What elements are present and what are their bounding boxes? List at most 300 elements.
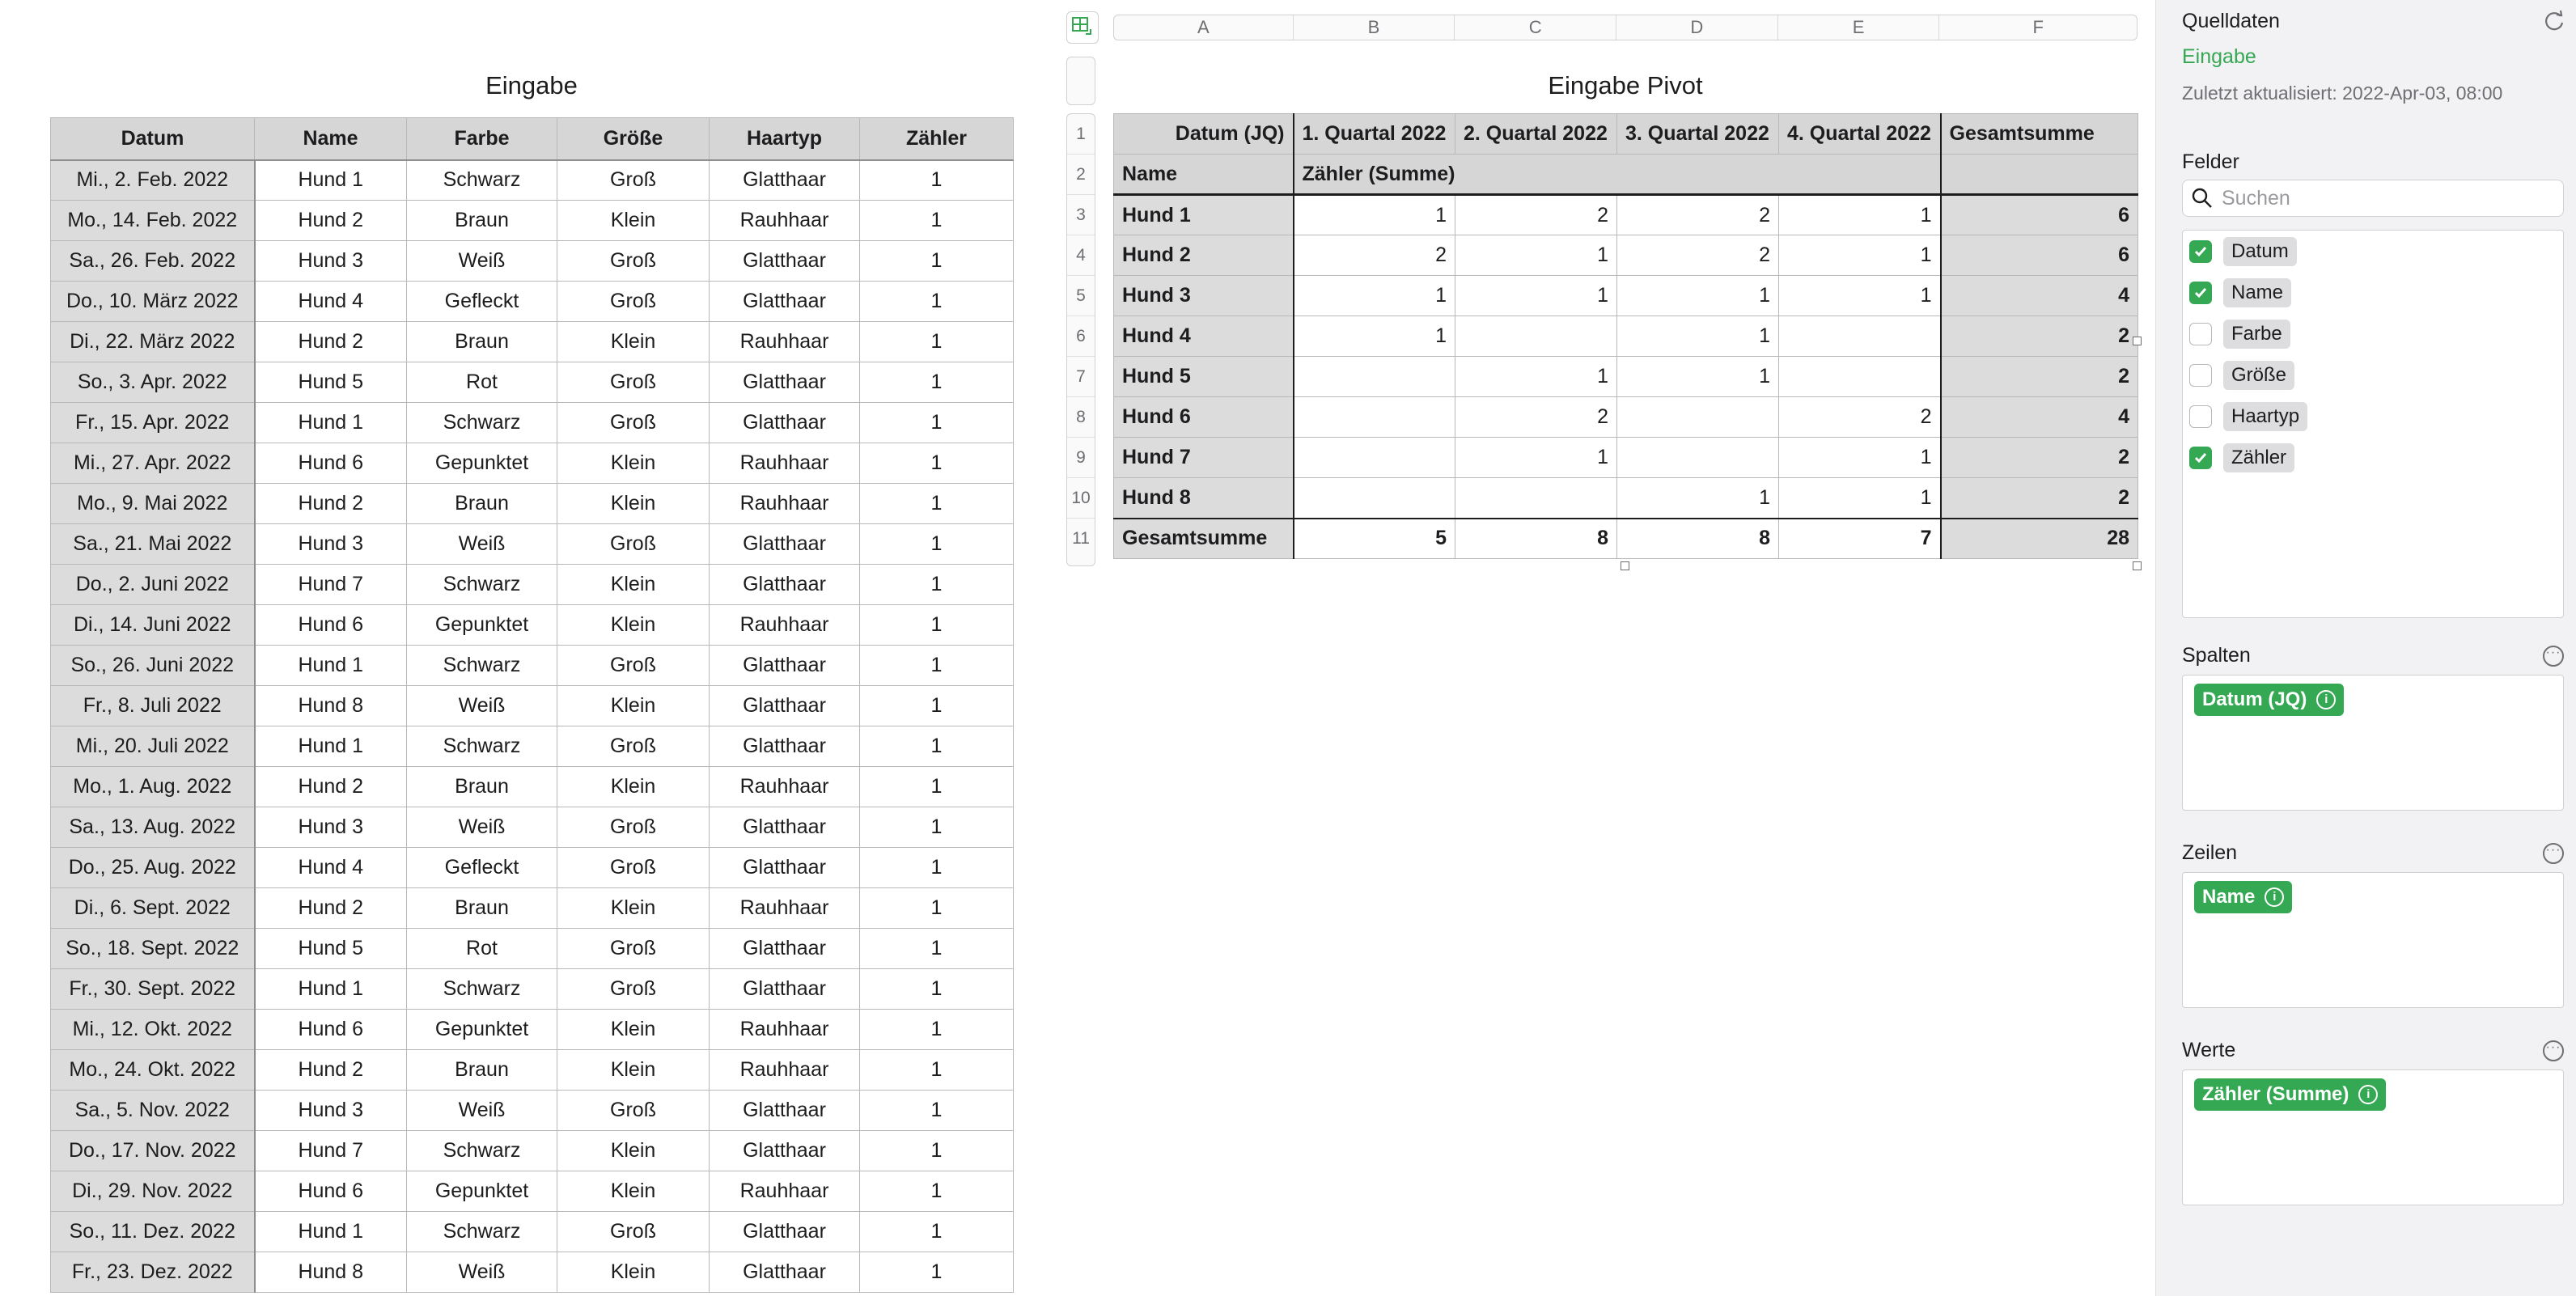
table-cell[interactable]: Rauhhaar xyxy=(710,888,860,929)
table-row xyxy=(1114,478,2138,519)
row-number[interactable]: 4 xyxy=(1067,235,1095,276)
pivot-value-cell[interactable]: 2 xyxy=(1294,235,1455,276)
pivot-value-cell[interactable]: 1 xyxy=(1617,276,1779,316)
pivot-row-label[interactable]: Hund 3 xyxy=(1114,276,1294,316)
input-table-title: Eingabe xyxy=(485,71,578,100)
table-cell[interactable]: Hund 1 xyxy=(255,969,407,1010)
row-number[interactable]: 10 xyxy=(1067,478,1095,519)
table-cell[interactable]: 1 xyxy=(860,403,1014,443)
pivot-value-cell[interactable]: 2 xyxy=(1617,195,1779,235)
column-letter[interactable]: C xyxy=(1455,15,1616,40)
table-cell[interactable]: So., 18. Sept. 2022 xyxy=(51,929,255,969)
pivot-value-cell[interactable] xyxy=(1294,438,1455,478)
table-cell[interactable]: Braun xyxy=(407,201,557,241)
table-cell[interactable]: Fr., 23. Dez. 2022 xyxy=(51,1252,255,1293)
grand-total-cell[interactable]: 8 xyxy=(1455,519,1617,559)
table-cell[interactable]: Rauhhaar xyxy=(710,1010,860,1050)
row-number[interactable]: 8 xyxy=(1067,397,1095,438)
table-cell[interactable]: Hund 6 xyxy=(255,1010,407,1050)
table-cell[interactable]: Klein xyxy=(557,565,710,605)
table-cell[interactable]: Glatthaar xyxy=(710,160,860,201)
table-cell[interactable]: Glatthaar xyxy=(710,524,860,565)
row-number[interactable]: 6 xyxy=(1067,316,1095,357)
pivot-value-cell[interactable]: 2 xyxy=(1455,397,1617,438)
column-letter[interactable]: D xyxy=(1616,15,1778,40)
table-cell[interactable]: Glatthaar xyxy=(710,1131,860,1171)
table-cell[interactable]: 1 xyxy=(860,524,1014,565)
table-cell[interactable]: Glatthaar xyxy=(710,969,860,1010)
source-data-link[interactable]: Eingabe xyxy=(2182,45,2256,68)
pivot-row-total[interactable]: 2 xyxy=(1941,438,2138,478)
table-cell[interactable]: Hund 2 xyxy=(255,767,407,807)
table-cell[interactable]: Braun xyxy=(407,767,557,807)
pivot-column-header[interactable]: 2. Quartal 2022 xyxy=(1455,114,1617,155)
table-cell[interactable]: Sa., 21. Mai 2022 xyxy=(51,524,255,565)
table-cell[interactable]: 1 xyxy=(860,160,1014,201)
pivot-value-cell[interactable]: 1 xyxy=(1779,438,1941,478)
table-cell[interactable]: Hund 4 xyxy=(255,282,407,322)
table-cell[interactable]: Hund 7 xyxy=(255,565,407,605)
grand-total-cell[interactable]: 8 xyxy=(1617,519,1779,559)
table-cell[interactable]: Klein xyxy=(557,686,710,726)
grand-total-cell[interactable]: 28 xyxy=(1941,519,2138,559)
pivot-value-cell[interactable]: 1 xyxy=(1455,235,1617,276)
table-cell[interactable]: Glatthaar xyxy=(710,1252,860,1293)
pivot-value-cell[interactable]: 1 xyxy=(1294,276,1455,316)
table-cell[interactable]: Gepunktet xyxy=(407,605,557,646)
row-header-bar[interactable] xyxy=(1066,113,1095,566)
grand-total-cell[interactable]: 5 xyxy=(1294,519,1455,559)
selection-handle-right[interactable] xyxy=(2133,337,2142,345)
pivot-value-cell[interactable] xyxy=(1779,316,1941,357)
table-cell[interactable]: Hund 6 xyxy=(255,443,407,484)
table-cell[interactable]: Do., 10. März 2022 xyxy=(51,282,255,322)
field-chip-label[interactable]: Zähler xyxy=(2223,443,2294,472)
table-cell[interactable]: Glatthaar xyxy=(710,1212,860,1252)
table-cell[interactable]: Do., 25. Aug. 2022 xyxy=(51,848,255,888)
pivot-row-label[interactable]: Hund 7 xyxy=(1114,438,1294,478)
pivot-value-cell[interactable]: 1 xyxy=(1617,316,1779,357)
table-cell[interactable]: Rauhhaar xyxy=(710,767,860,807)
pivot-empty-cell[interactable] xyxy=(1941,155,2138,195)
table-cell[interactable]: Braun xyxy=(407,1050,557,1091)
table-cell[interactable]: Hund 5 xyxy=(255,929,407,969)
table-cell[interactable]: Fr., 15. Apr. 2022 xyxy=(51,403,255,443)
pivot-row-label[interactable]: Hund 8 xyxy=(1114,478,1294,519)
row-number[interactable]: 5 xyxy=(1067,276,1095,316)
table-cell[interactable]: Schwarz xyxy=(407,1212,557,1252)
pivot-row-total[interactable]: 2 xyxy=(1941,478,2138,519)
pivot-value-cell[interactable]: 1 xyxy=(1617,478,1779,519)
table-cell[interactable]: Hund 2 xyxy=(255,484,407,524)
table-cell[interactable]: 1 xyxy=(860,969,1014,1010)
checkbox-checked-icon[interactable] xyxy=(2189,282,2212,304)
pivot-value-cell[interactable]: 1 xyxy=(1294,195,1455,235)
pivot-value-cell[interactable] xyxy=(1294,357,1455,397)
table-cell[interactable]: Hund 2 xyxy=(255,1050,407,1091)
pivot-row-label[interactable]: Hund 1 xyxy=(1114,195,1294,235)
table-cell[interactable]: 1 xyxy=(860,646,1014,686)
table-cell[interactable]: Mo., 24. Okt. 2022 xyxy=(51,1050,255,1091)
table-cell[interactable]: Glatthaar xyxy=(710,282,860,322)
table-cell[interactable]: 1 xyxy=(860,201,1014,241)
field-item-größe[interactable] xyxy=(2189,359,2294,392)
pivot-row-total[interactable]: 6 xyxy=(1941,235,2138,276)
table-cell[interactable]: Do., 17. Nov. 2022 xyxy=(51,1131,255,1171)
field-chip-label[interactable]: Farbe xyxy=(2223,320,2290,349)
table-cell[interactable]: Braun xyxy=(407,888,557,929)
table-cell[interactable]: Glatthaar xyxy=(710,929,860,969)
table-cell[interactable]: Groß xyxy=(557,362,710,403)
pivot-value-cell[interactable]: 1 xyxy=(1455,438,1617,478)
table-cell[interactable]: Schwarz xyxy=(407,1131,557,1171)
table-cell[interactable]: Glatthaar xyxy=(710,807,860,848)
table-cell[interactable]: Glatthaar xyxy=(710,646,860,686)
table-cell[interactable]: Glatthaar xyxy=(710,848,860,888)
table-cell[interactable]: 1 xyxy=(860,848,1014,888)
table-cell[interactable]: 1 xyxy=(860,565,1014,605)
table-cell[interactable]: Hund 3 xyxy=(255,241,407,282)
table-cell[interactable]: Hund 7 xyxy=(255,1131,407,1171)
pivot-column-header[interactable]: 1. Quartal 2022 xyxy=(1294,114,1455,155)
table-cell[interactable]: Braun xyxy=(407,484,557,524)
table-cell[interactable]: Schwarz xyxy=(407,160,557,201)
table-cell[interactable]: 1 xyxy=(860,807,1014,848)
table-cell[interactable]: Groß xyxy=(557,282,710,322)
field-chip-label[interactable]: Datum xyxy=(2223,237,2297,266)
pivot-column-header[interactable]: Datum (JQ) xyxy=(1114,114,1294,155)
pivot-value-cell[interactable]: 2 xyxy=(1455,195,1617,235)
table-cell[interactable]: So., 26. Juni 2022 xyxy=(51,646,255,686)
table-cell[interactable]: Hund 8 xyxy=(255,1252,407,1293)
table-cell[interactable]: Klein xyxy=(557,1131,710,1171)
pivot-value-cell[interactable] xyxy=(1294,397,1455,438)
table-cell[interactable]: Fr., 8. Juli 2022 xyxy=(51,686,255,726)
table-cell[interactable]: Rauhhaar xyxy=(710,484,860,524)
field-item-name[interactable] xyxy=(2189,277,2291,309)
table-cell[interactable]: Gepunktet xyxy=(407,1010,557,1050)
table-cell[interactable]: Hund 4 xyxy=(255,848,407,888)
info-icon[interactable]: i xyxy=(2265,887,2284,907)
pivot-row-total[interactable]: 6 xyxy=(1941,195,2138,235)
table-cell[interactable]: 1 xyxy=(860,1212,1014,1252)
table-cell[interactable]: Groß xyxy=(557,403,710,443)
field-chip-label[interactable]: Größe xyxy=(2223,361,2294,390)
columns-chip-label: Datum (JQ) xyxy=(2202,688,2307,710)
table-cell[interactable]: Klein xyxy=(557,605,710,646)
pivot-column-header[interactable]: 3. Quartal 2022 xyxy=(1617,114,1779,155)
table-cell[interactable]: Weiß xyxy=(407,1252,557,1293)
column-letter[interactable]: E xyxy=(1778,15,1940,40)
table-cell[interactable]: Weiß xyxy=(407,1091,557,1131)
table-cell[interactable]: Klein xyxy=(557,484,710,524)
table-cell[interactable]: Hund 8 xyxy=(255,686,407,726)
table-cell[interactable]: 1 xyxy=(860,1010,1014,1050)
pivot-value-cell[interactable]: 1 xyxy=(1294,316,1455,357)
table-cell[interactable]: Do., 2. Juni 2022 xyxy=(51,565,255,605)
pivot-row-total[interactable]: 4 xyxy=(1941,276,2138,316)
table-cell[interactable]: 1 xyxy=(860,362,1014,403)
table-cell[interactable]: Sa., 26. Feb. 2022 xyxy=(51,241,255,282)
table-cell[interactable]: Rauhhaar xyxy=(710,443,860,484)
field-item-zähler[interactable] xyxy=(2189,442,2294,474)
table-cell[interactable]: Groß xyxy=(557,160,710,201)
table-cell[interactable]: Gefleckt xyxy=(407,848,557,888)
table-cell[interactable]: So., 3. Apr. 2022 xyxy=(51,362,255,403)
table-cell[interactable]: Groß xyxy=(557,241,710,282)
checkbox-unchecked-icon[interactable] xyxy=(2189,405,2212,428)
column-header: Zähler xyxy=(860,118,1014,160)
checkbox-checked-icon[interactable] xyxy=(2189,240,2212,263)
table-cell[interactable]: 1 xyxy=(860,1050,1014,1091)
table-cell[interactable]: Glatthaar xyxy=(710,1091,860,1131)
table-cell[interactable]: Klein xyxy=(557,767,710,807)
source-heading: Quelldaten xyxy=(2182,10,2280,32)
table-cell[interactable]: Mi., 20. Juli 2022 xyxy=(51,726,255,767)
table-cell[interactable]: 1 xyxy=(860,1091,1014,1131)
table-cell[interactable]: Klein xyxy=(557,888,710,929)
pivot-value-cell[interactable]: 1 xyxy=(1779,235,1941,276)
table-cell[interactable]: Groß xyxy=(557,1212,710,1252)
row-number[interactable]: 11 xyxy=(1072,529,1090,548)
table-cell[interactable]: Klein xyxy=(557,1010,710,1050)
field-search-box[interactable] xyxy=(2182,180,2564,217)
checkbox-unchecked-icon[interactable] xyxy=(2189,323,2212,345)
pivot-value-cell[interactable]: 1 xyxy=(1455,357,1617,397)
table-cell[interactable]: Glatthaar xyxy=(710,565,860,605)
table-cell[interactable]: Hund 3 xyxy=(255,1091,407,1131)
table-cell[interactable]: Hund 1 xyxy=(255,403,407,443)
table-options-icon[interactable] xyxy=(1066,11,1099,44)
table-row xyxy=(51,1171,1014,1212)
table-cell[interactable]: Mo., 14. Feb. 2022 xyxy=(51,201,255,241)
checkbox-checked-icon[interactable] xyxy=(2189,447,2212,469)
pivot-row-field-label[interactable]: Name xyxy=(1114,155,1294,195)
table-cell[interactable]: Schwarz xyxy=(407,646,557,686)
values-chip-label: Zähler (Summe) xyxy=(2202,1083,2349,1105)
pivot-value-field-label[interactable]: Zähler (Summe) xyxy=(1294,155,1941,195)
pivot-row-label[interactable]: Hund 4 xyxy=(1114,316,1294,357)
pivot-row-label[interactable]: Hund 6 xyxy=(1114,397,1294,438)
pivot-value-cell[interactable]: 1 xyxy=(1779,195,1941,235)
pivot-value-cell[interactable] xyxy=(1617,397,1779,438)
table-cell[interactable]: Schwarz xyxy=(407,403,557,443)
table-cell[interactable]: Weiß xyxy=(407,807,557,848)
pivot-value-cell[interactable]: 2 xyxy=(1779,397,1941,438)
selection-handle-corner[interactable] xyxy=(2133,561,2142,570)
field-item-haartyp[interactable] xyxy=(2189,400,2307,433)
pivot-column-header[interactable]: Gesamtsumme xyxy=(1941,114,2138,155)
values-drop-zone[interactable] xyxy=(2182,1069,2564,1205)
table-cell[interactable]: Gefleckt xyxy=(407,282,557,322)
table-cell[interactable]: Hund 1 xyxy=(255,646,407,686)
table-cell[interactable]: Hund 2 xyxy=(255,888,407,929)
table-cell[interactable]: Hund 5 xyxy=(255,362,407,403)
table-cell[interactable]: 1 xyxy=(860,888,1014,929)
field-item-farbe[interactable] xyxy=(2189,318,2290,350)
pivot-value-cell[interactable] xyxy=(1455,316,1617,357)
table-row xyxy=(51,1131,1014,1171)
pivot-value-cell[interactable] xyxy=(1455,478,1617,519)
table-cell[interactable]: Mo., 9. Mai 2022 xyxy=(51,484,255,524)
table-cell[interactable]: Groß xyxy=(557,726,710,767)
table-cell[interactable]: Hund 2 xyxy=(255,322,407,362)
table-cell[interactable]: Klein xyxy=(557,1171,710,1212)
refresh-icon[interactable] xyxy=(2541,8,2567,34)
table-cell[interactable]: Groß xyxy=(557,1091,710,1131)
pivot-row-label[interactable]: Hund 5 xyxy=(1114,357,1294,397)
table-cell[interactable]: Rauhhaar xyxy=(710,322,860,362)
table-cell[interactable]: Groß xyxy=(557,807,710,848)
columns-chip[interactable] xyxy=(2194,684,2344,716)
table-cell[interactable]: 1 xyxy=(860,1171,1014,1212)
table-cell[interactable]: Mi., 12. Okt. 2022 xyxy=(51,1010,255,1050)
table-cell[interactable]: 1 xyxy=(860,443,1014,484)
table-cell[interactable]: Mo., 1. Aug. 2022 xyxy=(51,767,255,807)
table-cell[interactable]: Schwarz xyxy=(407,969,557,1010)
column-header-bar[interactable] xyxy=(1113,15,2137,40)
table-cell[interactable]: Rauhhaar xyxy=(710,605,860,646)
table-cell[interactable]: Hund 6 xyxy=(255,1171,407,1212)
pivot-value-cell[interactable] xyxy=(1617,438,1779,478)
table-cell[interactable]: Weiß xyxy=(407,524,557,565)
table-cell[interactable]: 1 xyxy=(860,929,1014,969)
rows-chip[interactable] xyxy=(2194,881,2292,913)
values-chip[interactable] xyxy=(2194,1078,2386,1111)
row-number[interactable]: 3 xyxy=(1067,195,1095,235)
table-cell[interactable]: Hund 3 xyxy=(255,524,407,565)
table-cell[interactable]: Gepunktet xyxy=(407,443,557,484)
row-number[interactable]: 2 xyxy=(1067,155,1095,195)
table-cell[interactable]: Di., 29. Nov. 2022 xyxy=(51,1171,255,1212)
table-cell[interactable]: Groß xyxy=(557,646,710,686)
grand-total-cell[interactable]: 7 xyxy=(1779,519,1941,559)
table-cell[interactable]: Gepunktet xyxy=(407,1171,557,1212)
table-cell[interactable]: Hund 1 xyxy=(255,726,407,767)
table-cell[interactable]: Hund 6 xyxy=(255,605,407,646)
selection-handle-bottom[interactable] xyxy=(1621,561,1629,570)
pivot-row-total[interactable]: 4 xyxy=(1941,397,2138,438)
table-cell[interactable]: 1 xyxy=(860,484,1014,524)
pivot-column-header[interactable]: 4. Quartal 2022 xyxy=(1779,114,1941,155)
pivot-value-cell[interactable] xyxy=(1294,478,1455,519)
columns-more-icon[interactable]: ··· xyxy=(2543,646,2564,667)
table-cell[interactable]: Glatthaar xyxy=(710,403,860,443)
table-cell[interactable]: Groß xyxy=(557,929,710,969)
table-cell[interactable]: 1 xyxy=(860,686,1014,726)
table-cell[interactable]: Klein xyxy=(557,1050,710,1091)
pivot-value-cell[interactable] xyxy=(1779,357,1941,397)
grand-total-label[interactable]: Gesamtsumme xyxy=(1114,519,1294,559)
checkbox-unchecked-icon[interactable] xyxy=(2189,364,2212,387)
table-cell[interactable]: 1 xyxy=(860,1131,1014,1171)
pivot-value-cell[interactable]: 1 xyxy=(1779,276,1941,316)
table-cell[interactable]: Rauhhaar xyxy=(710,1050,860,1091)
table-row xyxy=(51,241,1014,282)
field-chip-label[interactable]: Name xyxy=(2223,278,2291,307)
table-cell[interactable]: So., 11. Dez. 2022 xyxy=(51,1212,255,1252)
table-cell[interactable]: Hund 3 xyxy=(255,807,407,848)
table-cell[interactable]: Klein xyxy=(557,201,710,241)
table-cell[interactable]: 1 xyxy=(860,605,1014,646)
field-search-input[interactable] xyxy=(2222,187,2545,210)
table-cell[interactable]: 1 xyxy=(860,322,1014,362)
table-cell[interactable]: Groß xyxy=(557,969,710,1010)
row-number[interactable]: 1 xyxy=(1067,114,1095,155)
table-cell[interactable]: Hund 2 xyxy=(255,201,407,241)
table-cell[interactable]: Hund 1 xyxy=(255,160,407,201)
table-cell[interactable]: Schwarz xyxy=(407,726,557,767)
column-letter[interactable]: F xyxy=(2032,17,2044,37)
column-letter[interactable]: B xyxy=(1294,15,1455,40)
info-icon[interactable]: i xyxy=(2316,690,2336,709)
columns-drop-zone[interactable] xyxy=(2182,675,2564,811)
table-cell[interactable]: Klein xyxy=(557,443,710,484)
row-number[interactable]: 9 xyxy=(1067,438,1095,478)
pivot-sidebar xyxy=(2155,0,2576,1296)
table-cell[interactable]: Schwarz xyxy=(407,565,557,605)
table-cell[interactable]: Mi., 2. Feb. 2022 xyxy=(51,160,255,201)
rows-drop-zone[interactable] xyxy=(2182,872,2564,1008)
table-cell[interactable]: Klein xyxy=(557,322,710,362)
table-cell[interactable]: Sa., 13. Aug. 2022 xyxy=(51,807,255,848)
rows-more-icon[interactable]: ··· xyxy=(2543,843,2564,864)
table-cell[interactable]: 1 xyxy=(860,726,1014,767)
table-cell[interactable]: Fr., 30. Sept. 2022 xyxy=(51,969,255,1010)
table-cell[interactable]: Braun xyxy=(407,322,557,362)
pivot-value-cell[interactable]: 1 xyxy=(1617,357,1779,397)
table-cell[interactable]: Rauhhaar xyxy=(710,1171,860,1212)
table-cell[interactable]: Di., 14. Juni 2022 xyxy=(51,605,255,646)
table-cell[interactable]: 1 xyxy=(860,1252,1014,1293)
table-cell[interactable]: Sa., 5. Nov. 2022 xyxy=(51,1091,255,1131)
info-icon[interactable]: i xyxy=(2358,1085,2378,1104)
values-more-icon[interactable]: ··· xyxy=(2543,1040,2564,1061)
table-cell[interactable]: Rot xyxy=(407,362,557,403)
table-cell[interactable]: Glatthaar xyxy=(710,362,860,403)
table-cell[interactable]: Di., 22. März 2022 xyxy=(51,322,255,362)
table-cell[interactable]: 1 xyxy=(860,282,1014,322)
table-cell[interactable]: Mi., 27. Apr. 2022 xyxy=(51,443,255,484)
pivot-row-total[interactable]: 2 xyxy=(1941,357,2138,397)
table-cell[interactable]: Rot xyxy=(407,929,557,969)
field-item-datum[interactable] xyxy=(2189,235,2297,268)
column-letter[interactable]: A xyxy=(1114,15,1294,40)
table-cell[interactable]: Rauhhaar xyxy=(710,201,860,241)
table-cell[interactable]: Di., 6. Sept. 2022 xyxy=(51,888,255,929)
table-cell[interactable]: Weiß xyxy=(407,686,557,726)
table-cell[interactable]: Groß xyxy=(557,524,710,565)
rows-chip-label: Name xyxy=(2202,886,2256,908)
table-cell[interactable]: Glatthaar xyxy=(710,686,860,726)
table-cell[interactable]: Weiß xyxy=(407,241,557,282)
table-cell[interactable]: Hund 1 xyxy=(255,1212,407,1252)
table-cell[interactable]: 1 xyxy=(860,241,1014,282)
pivot-value-cell[interactable]: 1 xyxy=(1455,276,1617,316)
columns-heading: Spalten xyxy=(2182,644,2251,667)
pivot-row-total[interactable]: 2 xyxy=(1941,316,2138,357)
table-cell[interactable]: Groß xyxy=(557,848,710,888)
pivot-row-label[interactable]: Hund 2 xyxy=(1114,235,1294,276)
row-number[interactable]: 7 xyxy=(1067,357,1095,397)
table-cell[interactable]: 1 xyxy=(860,767,1014,807)
pivot-value-cell[interactable]: 1 xyxy=(1779,478,1941,519)
table-cell[interactable]: Glatthaar xyxy=(710,726,860,767)
table-cell[interactable]: Klein xyxy=(557,1252,710,1293)
pivot-value-cell[interactable]: 2 xyxy=(1617,235,1779,276)
field-chip-label[interactable]: Haartyp xyxy=(2223,402,2307,431)
table-cell[interactable]: Glatthaar xyxy=(710,241,860,282)
